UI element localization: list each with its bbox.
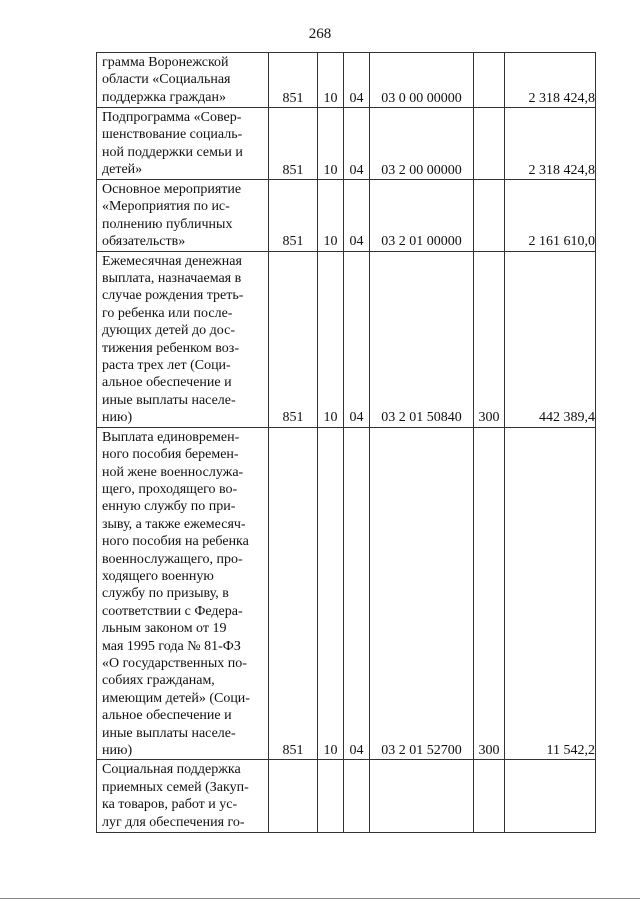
- cell-admin-code: 851: [269, 108, 318, 180]
- table-row: [97, 251, 596, 427]
- cell-admin-code: [269, 760, 318, 833]
- cell-expense-type: [474, 108, 505, 180]
- budget-table: [96, 52, 596, 833]
- cell-subsection: 04: [344, 180, 370, 252]
- cell-section: 10: [318, 108, 344, 180]
- table-row: [97, 427, 596, 760]
- cell-amount: [505, 760, 596, 833]
- cell-expense-type: 300: [474, 427, 505, 760]
- cell-section: 10: [318, 53, 344, 108]
- row-description: Подпрограмма «Совер- шенствование социаль- ной поддержки семьи и детей»: [97, 108, 269, 180]
- cell-expense-type: [474, 53, 505, 108]
- cell-expense-type: [474, 760, 505, 833]
- table-row: [97, 180, 596, 252]
- cell-admin-code: 851: [269, 427, 318, 760]
- cell-section: 10: [318, 180, 344, 252]
- table-row: [97, 760, 596, 833]
- cell-admin-code: 851: [269, 251, 318, 427]
- row-description: Социальная поддержка приемных семей (Закуп- ка товаров, работ и ус- луг для обеспечения го-: [97, 760, 269, 833]
- cell-target-article: 03 2 01 00000: [370, 180, 474, 252]
- cell-target-article: 03 2 00 00000: [370, 108, 474, 180]
- cell-subsection: 04: [344, 108, 370, 180]
- cell-expense-type: [474, 180, 505, 252]
- cell-amount: 11 542,2: [505, 427, 596, 760]
- cell-admin-code: 851: [269, 53, 318, 108]
- bottom-rule: [0, 898, 640, 899]
- cell-subsection: 04: [344, 427, 370, 760]
- page-number: 268: [308, 26, 332, 42]
- row-description: грамма Воронежской области «Социальная поддержка граждан»: [97, 53, 269, 108]
- cell-target-article: 03 2 01 50840: [370, 251, 474, 427]
- cell-admin-code: 851: [269, 180, 318, 252]
- cell-section: [318, 760, 344, 833]
- cell-amount: 2 318 424,8: [505, 108, 596, 180]
- cell-amount: 2 161 610,0: [505, 180, 596, 252]
- row-description: Ежемесячная денежная выплата, назначаемая в случае рождения треть- го ребенка или после- дующих детей до дос- тижения ребенком воз- раста трех лет (Соци- альное обеспечение и иные выплаты населе- нию): [97, 251, 269, 427]
- table-row: [97, 108, 596, 180]
- cell-target-article: 03 0 00 00000: [370, 53, 474, 108]
- cell-subsection: [344, 760, 370, 833]
- cell-subsection: 04: [344, 251, 370, 427]
- cell-section: 10: [318, 251, 344, 427]
- cell-amount: 2 318 424,8: [505, 53, 596, 108]
- cell-section: 10: [318, 427, 344, 760]
- cell-target-article: [370, 760, 474, 833]
- table-row: [97, 53, 596, 108]
- row-description: Основное мероприятие «Мероприятия по ис- полнению публичных обязательств»: [97, 180, 269, 252]
- cell-target-article: 03 2 01 52700: [370, 427, 474, 760]
- cell-amount: 442 389,4: [505, 251, 596, 427]
- cell-expense-type: 300: [474, 251, 505, 427]
- row-description: Выплата единовремен- ного пособия беремен- ной жене военнослужа- щего, проходящего во- енную службу по при- зыву, а также ежемесяч- ного пособия на ребенка военнослужащего, про- ходящего военную службу по призыву, в соответствии с Федера- льным законом от 19 мая 1995 года № 81-ФЗ «О государственных по- собиях гражданам, имеющим детей» (Соци- альное обеспечение и иные выплаты населе- нию): [97, 427, 269, 760]
- cell-subsection: 04: [344, 53, 370, 108]
